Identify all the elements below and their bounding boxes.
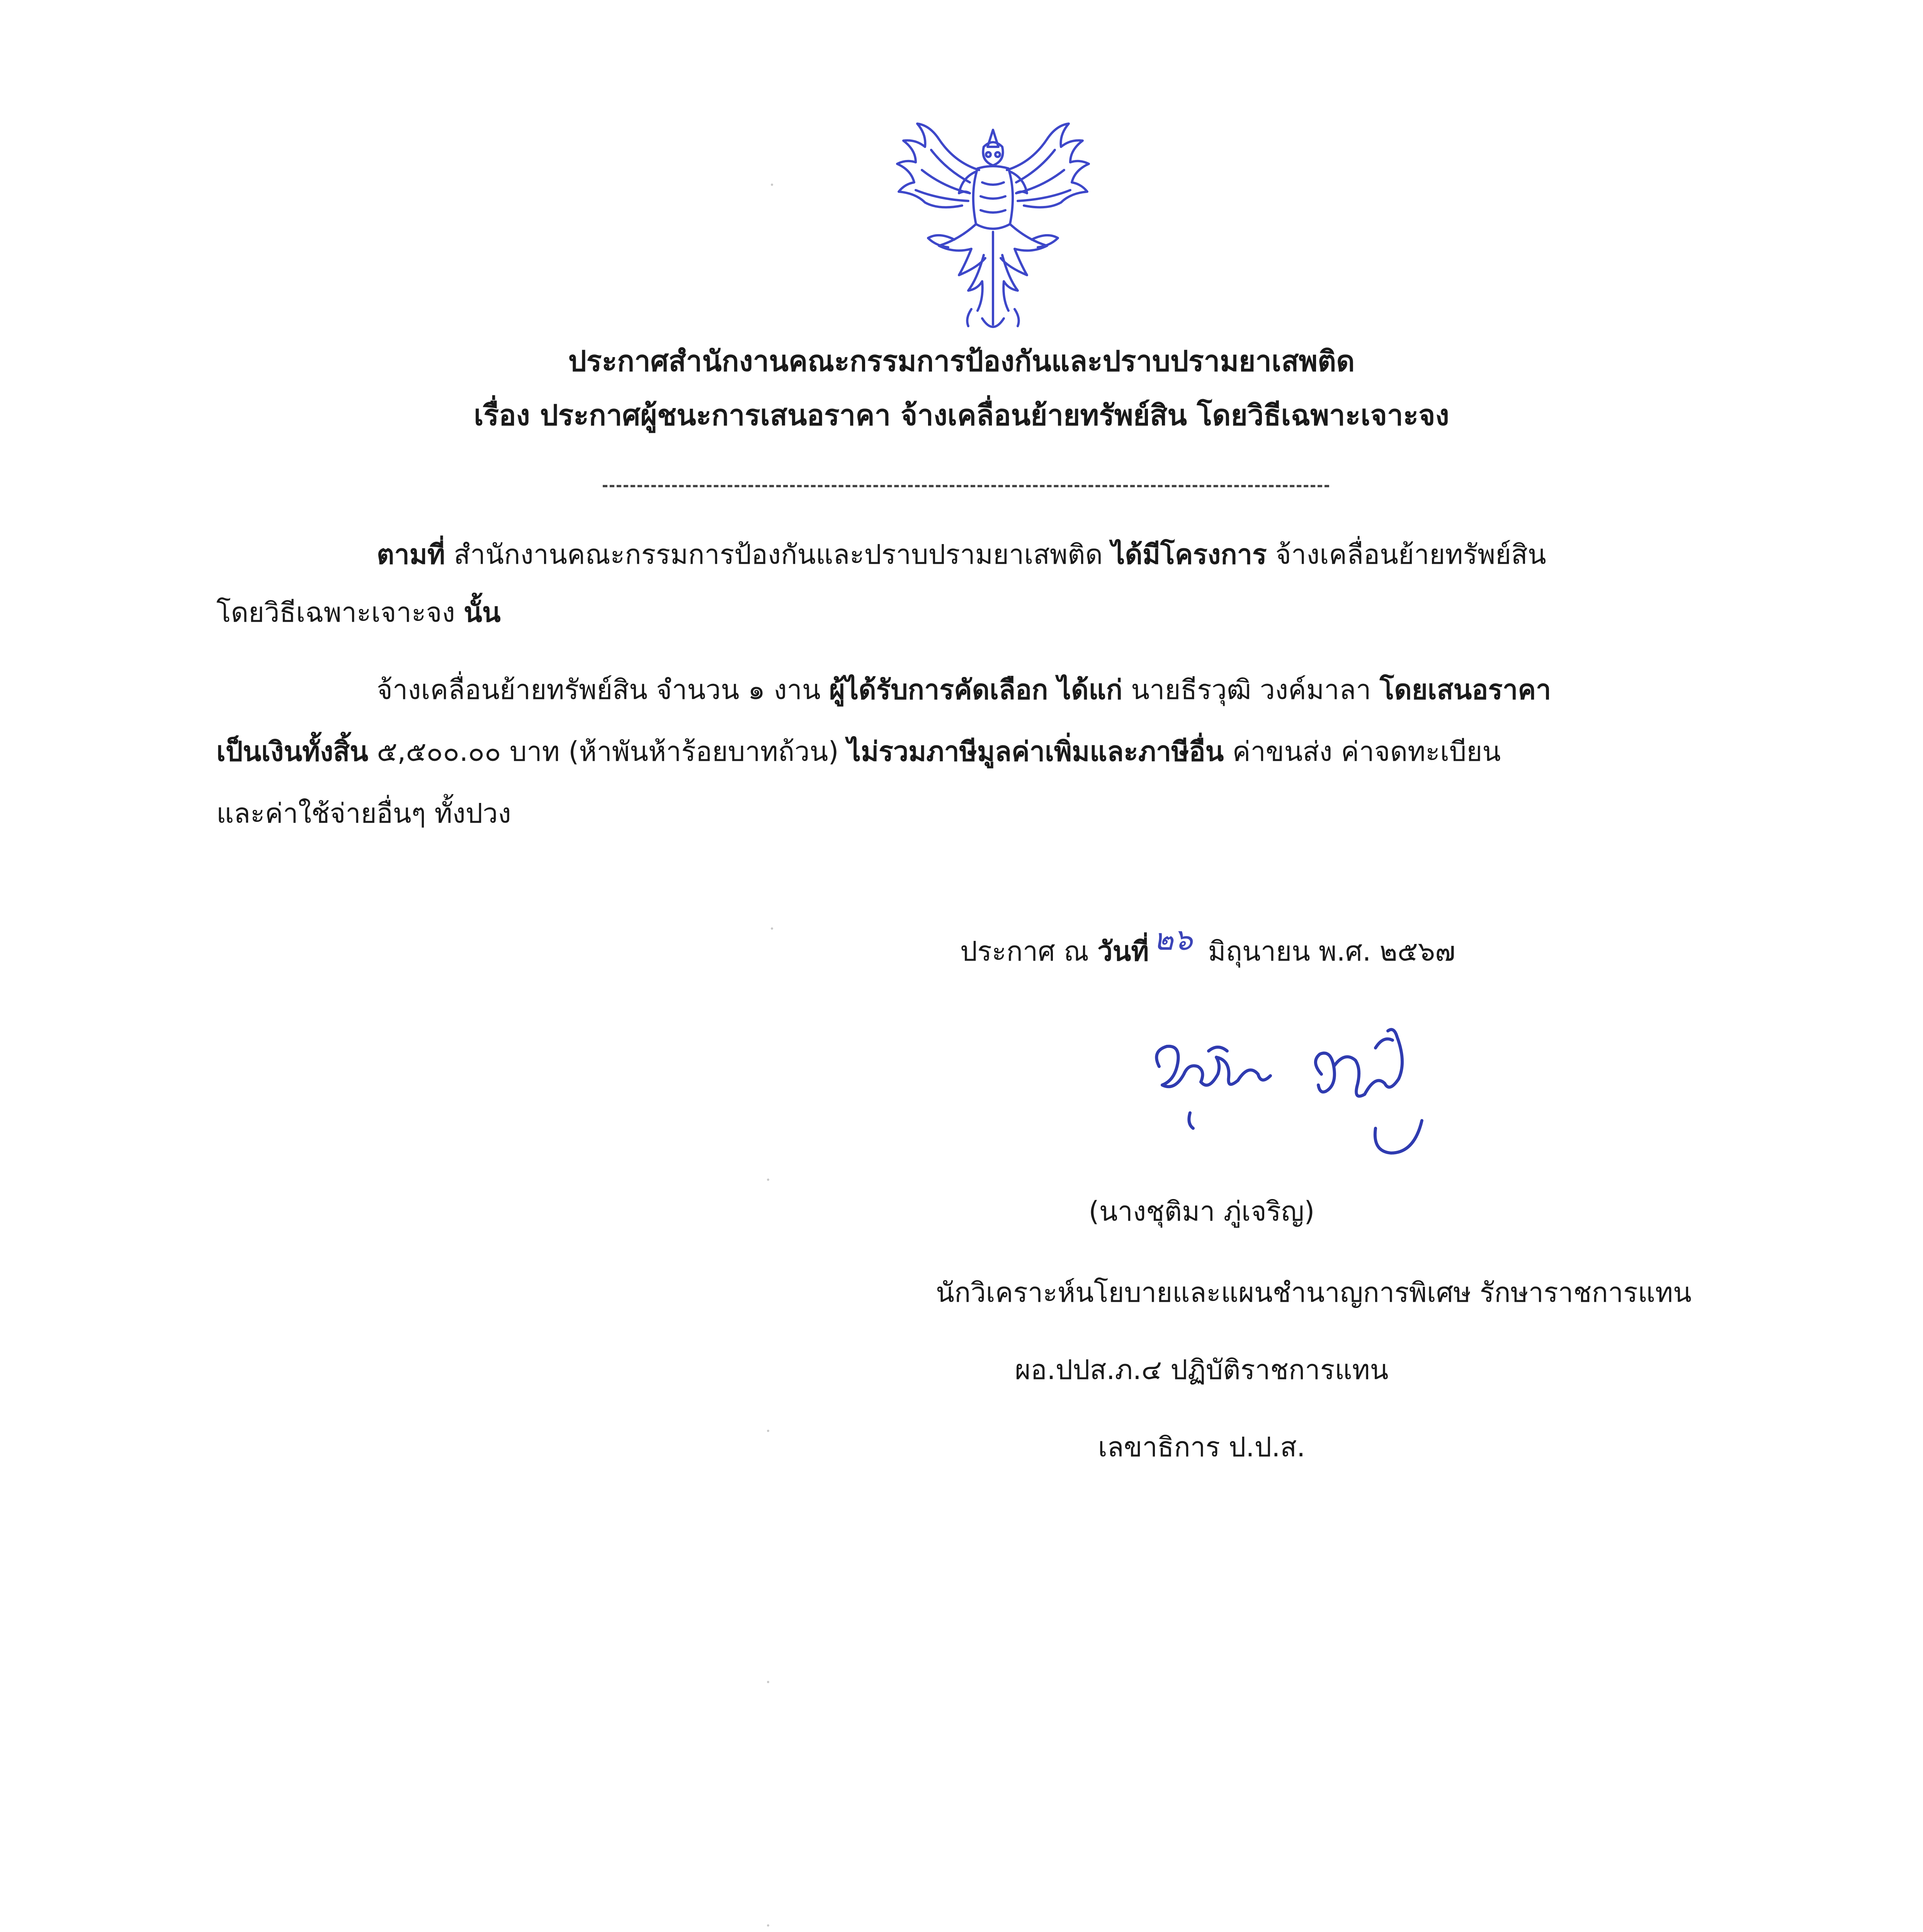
scan-speck [767,1430,769,1432]
p1-method: โดยวิธีเฉพาะเจาะจง [216,597,464,628]
p1-end: นั้น [464,597,501,628]
scan-speck [767,1681,769,1683]
date-prefix: ประกาศ ณ [960,935,1098,967]
p2-winner-label: ผู้ได้รับการคัดเลือก ได้แก่ [829,674,1123,706]
p2-amount: ๕,๕๐๐.๐๐ บาท (ห้าพันห้าร้อยบาทถ้วน) [368,736,847,767]
announcement-date [960,922,1455,973]
scan-speck [767,1179,769,1181]
p2-total-label: เป็นเงินทั้งสิ้น [216,736,369,767]
p1-has-project: ได้มีโครงการ [1111,539,1267,570]
p1-agency: สำนักงานคณะกรรมการป้องกันและปราบปรามยาเสพติด [445,539,1112,570]
paragraph-2-line-2 [216,730,1501,773]
paragraph-2-line-3 [216,792,511,835]
date-day-handwritten: ๒๖ [1153,922,1193,957]
signatory-position-3: เลขาธิการ ป.ป.ส. [1098,1431,1306,1463]
p2-item: จ้างเคลื่อนย้ายทรัพย์สิน จำนวน ๑ งาน [377,674,829,706]
paragraph-1-line-2 [216,591,501,634]
scan-speck [771,184,773,186]
p2-winner: นายธีรวุฒิ วงค์มาลา [1122,674,1380,706]
scan-speck [771,927,773,930]
announcement-subject: เรื่อง ประกาศผู้ชนะการเสนอราคา จ้างเคลื่อนย้ายทรัพย์สิน โดยวิธีเฉพาะเจาะจง [474,399,1449,432]
announcement-title: ประกาศสำนักงานคณะกรรมการป้องกันและปราบปรามยาเสพติด [568,345,1355,378]
scan-speck [767,1924,769,1927]
dashed-divider [603,485,1329,487]
p2-excl: ไม่รวมภาษีมูลค่าเพิ่มและภาษีอื่น [847,736,1224,767]
date-month-year: มิถุนายน พ.ศ. ๒๕๖๗ [1208,935,1455,967]
signatory-position-1: นักวิเคราะห์นโยบายและแผนชำนาญการพิเศษ รักษาราชการแทน [936,1277,1692,1308]
handwritten-signature [1144,1020,1461,1167]
signatory-name: (นางชุติมา ภู่เจริญ) [1088,1196,1315,1227]
date-day-label: วันที่ [1097,935,1149,967]
paragraph-2-line-1 [377,668,1551,711]
signatory-position-2: ผอ.ปปส.ภ.๔ ปฏิบัติราชการแทน [1015,1354,1389,1386]
p2-costs-2: และค่าใช้จ่ายอื่นๆ ทั้งปวง [216,798,511,829]
p2-offer-label: โดยเสนอราคา [1379,674,1551,706]
paragraph-1-line-1 [377,533,1546,576]
p1-lead: ตามที่ [377,539,445,570]
garuda-emblem-icon [885,116,1101,340]
p1-project: จ้างเคลื่อนย้ายทรัพย์สิน [1267,539,1546,570]
p2-costs: ค่าขนส่ง ค่าจดทะเบียน [1224,736,1501,767]
